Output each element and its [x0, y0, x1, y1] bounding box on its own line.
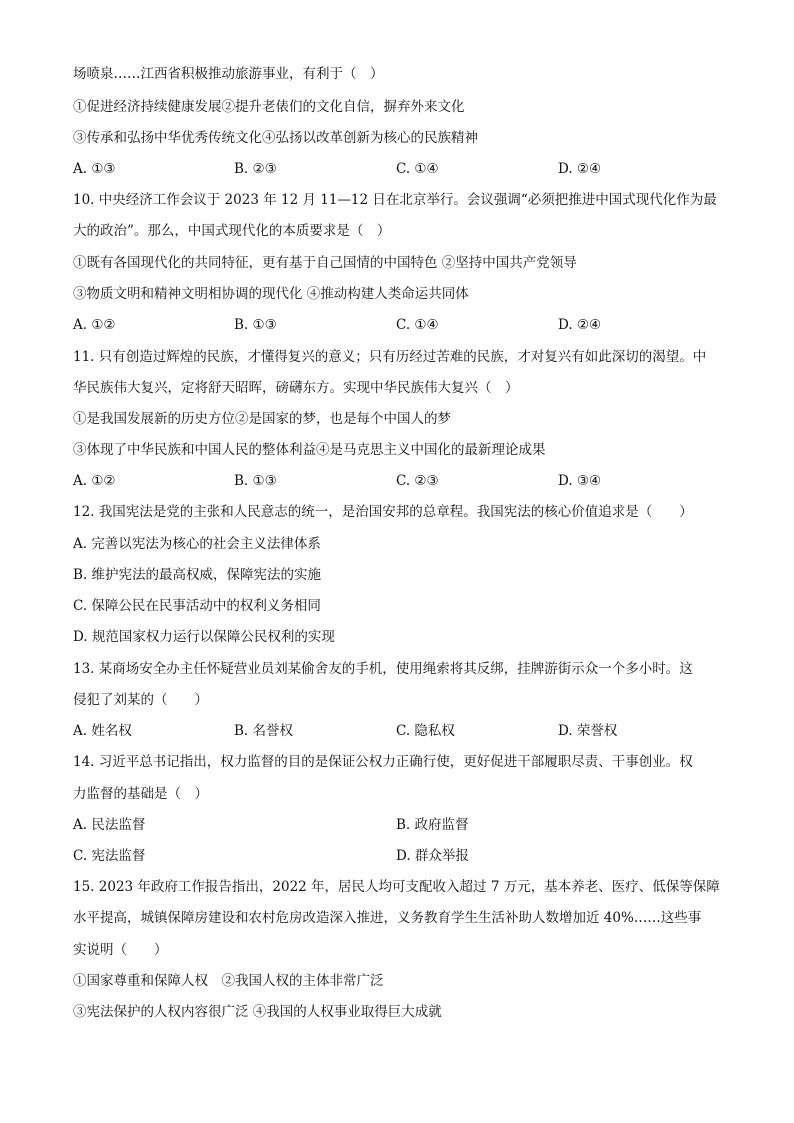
q14-option-a: A. 民法监督	[73, 817, 146, 833]
q10-option-c: C. ①④	[396, 317, 439, 333]
q12-stem-line-1: 12. 我国宪法是党的主张和人民意志的统一，是治国安邦的总章程。我国宪法的核心价值追求是（ ）	[73, 504, 693, 520]
q11-option-b: B. ①③	[234, 473, 277, 489]
q14-stem-line-2: 力监督的基础是（ ）	[73, 786, 208, 802]
q11-stem-line-2: 华民族伟大复兴，定将舒天昭晖，磅礴东方。实现中华民族伟大复兴（ ）	[73, 380, 519, 396]
q9-option-c: C. ①④	[396, 161, 439, 177]
q14-option-d: D. 群众举报	[396, 848, 469, 864]
q10-statement-2: ③物质文明和精神文明相协调的现代化 ④推动构建人类命运共同体	[73, 286, 469, 302]
q11-statement-1: ①是我国发展新的历史方位②是国家的梦，也是每个中国人的梦	[73, 411, 451, 427]
q10-stem-line-1: 10. 中央经济工作会议于 2023 年 12 月 11—12 日在北京举行。会议强调“必须把推进中国式现代化作为最	[73, 192, 717, 208]
q10-option-d: D. ②④	[558, 317, 602, 333]
q9-option-d: D. ②④	[558, 161, 602, 177]
q14-option-b: B. 政府监督	[396, 817, 469, 833]
q15-statement-2: ③宪法保护的人权内容很广泛 ④我国的人权事业取得巨大成就	[73, 1004, 442, 1020]
q9-statement-2: ③传承和弘扬中华优秀传统文化④弘扬以改革创新为核心的民族精神	[73, 130, 478, 146]
q13-stem-line-1: 13. 某商场安全办主任怀疑营业员刘某偷舍友的手机，使用绳索将其反绑，挂牌游街示众一个多小时。这	[73, 661, 693, 677]
q14-stem-line-1: 14. 习近平总书记指出，权力监督的目的是保证公权力正确行使，更好促进干部履职尽责、干事创业。权	[73, 754, 693, 770]
q15-stem-line-1: 15. 2023 年政府工作报告指出，2022 年，居民人均可支配收入超过 7 万元，基本养老、医疗、低保等保障	[73, 879, 720, 895]
q12-option-c: C. 保障公民在民事活动中的权利义务相同	[73, 598, 321, 614]
q12-option-a: A. 完善以宪法为核心的社会主义法律体系	[73, 536, 321, 552]
q10-option-b: B. ①③	[234, 317, 277, 333]
q10-statement-1: ①既有各国现代化的共同特征，更有基于自己国情的中国特色 ②坚持中国共产党领导	[73, 255, 577, 271]
q11-stem-line-1: 11. 只有创造过辉煌的民族，才懂得复兴的意义；只有历经过苦难的民族，才对复兴有如此深切的渴望。中	[73, 349, 707, 365]
q13-stem-line-2: 侵犯了刘某的（ ）	[73, 692, 208, 708]
q13-option-a: A. 姓名权	[73, 723, 132, 739]
q9-statement-1: ①促进经济持续健康发展②提升老俵们的文化自信，摒弃外来文化	[73, 99, 465, 115]
q15-statement-1: ①国家尊重和保障人权 ②我国人权的主体非常广泛	[73, 973, 384, 989]
q9-stem-tail: 场喷泉……江西省积极推动旅游事业，有利于（ ）	[73, 66, 384, 82]
q9-option-b: B. ②③	[234, 161, 277, 177]
q11-option-d: D. ③④	[558, 473, 602, 489]
q14-option-c: C. 宪法监督	[73, 848, 146, 864]
q13-option-b: B. 名誉权	[234, 723, 294, 739]
q10-option-a: A. ①②	[73, 317, 116, 333]
q12-option-b: B. 维护宪法的最高权威，保障宪法的实施	[73, 567, 322, 583]
q15-stem-line-3: 实说明（ ）	[73, 942, 168, 958]
q12-option-d: D. 规范国家权力运行以保障公民权利的实现	[73, 629, 335, 645]
q9-option-a: A. ①③	[73, 161, 116, 177]
q11-statement-2: ③体现了中华民族和中国人民的整体利益④是马克思主义中国化的最新理论成果	[73, 442, 546, 458]
q11-option-a: A. ①②	[73, 473, 116, 489]
q13-option-d: D. 荣誉权	[558, 723, 618, 739]
q13-option-c: C. 隐私权	[396, 723, 455, 739]
q11-option-c: C. ②③	[396, 473, 439, 489]
q10-stem-line-2: 大的政治”。那么，中国式现代化的本质要求是（ ）	[73, 223, 391, 239]
q15-stem-line-2: 水平提高，城镇保障房建设和农村危房改造深入推进，义务教育学生生活补助人数增加近 40%……这些事	[73, 910, 702, 926]
